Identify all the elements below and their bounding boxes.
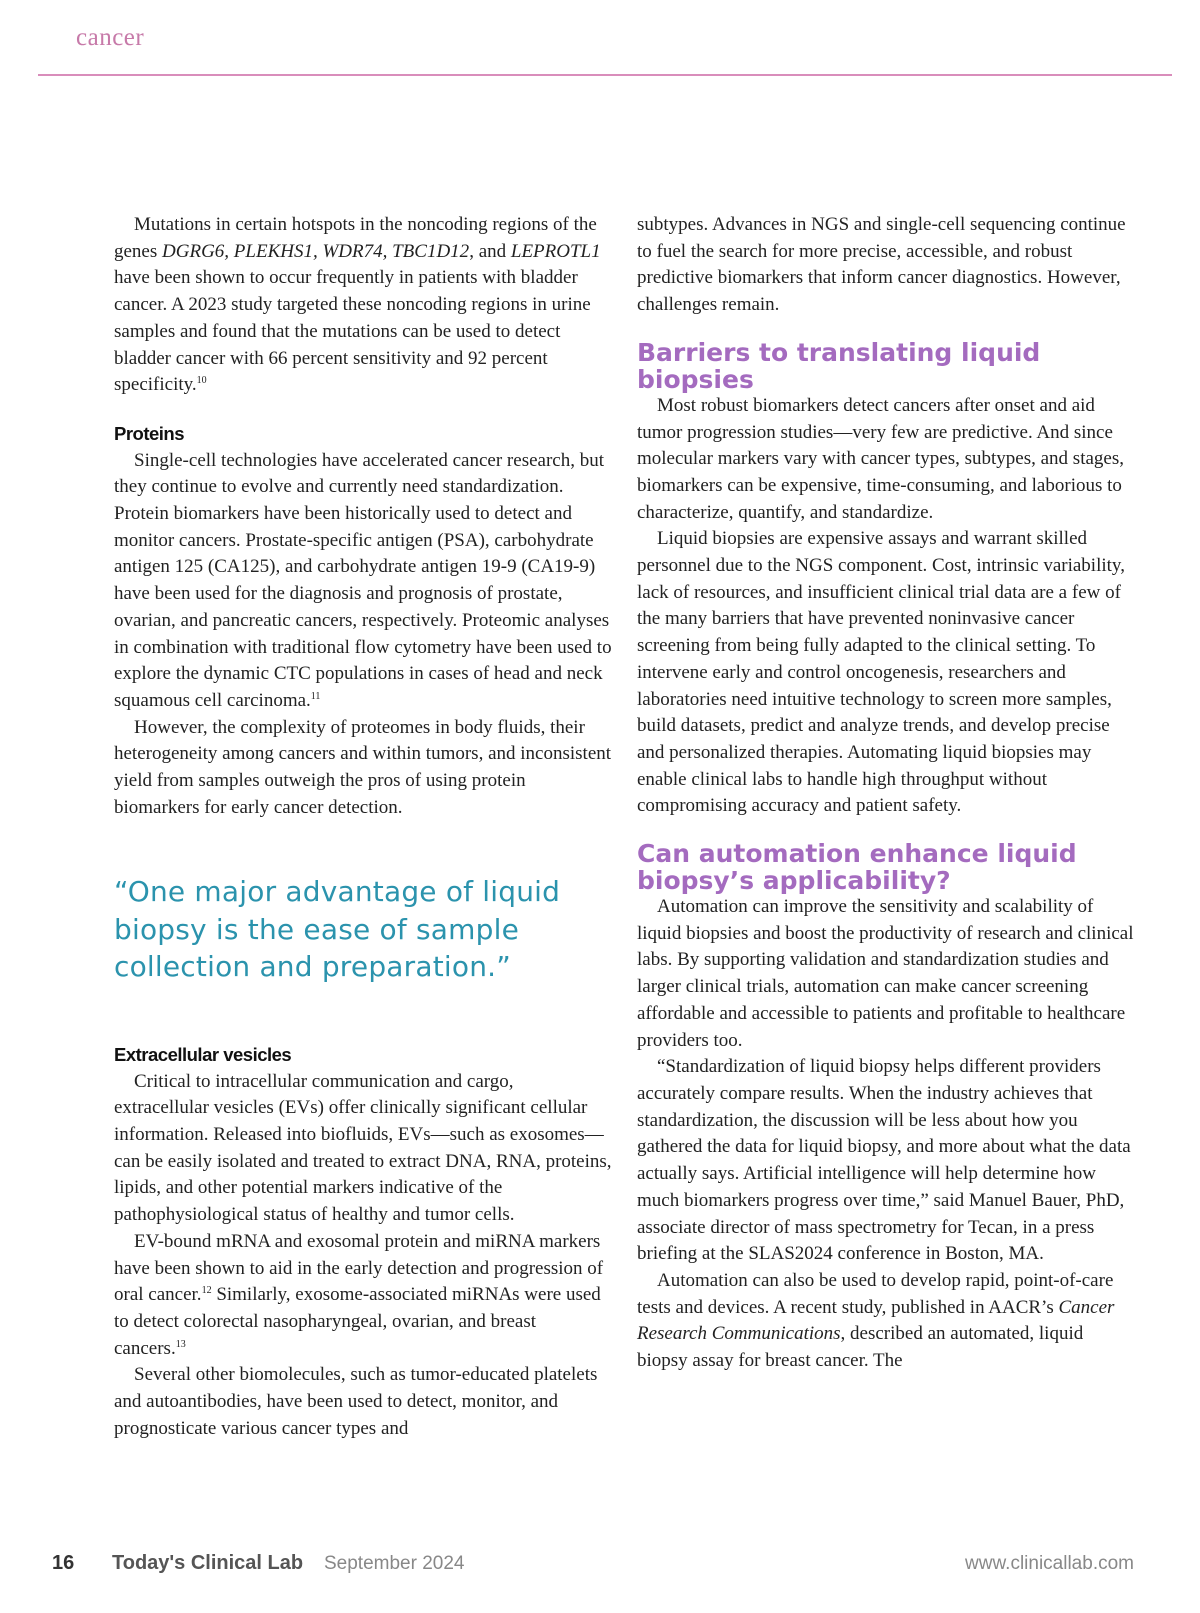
section-label: cancer <box>76 24 145 51</box>
paragraph-automation-benefits: Automation can improve the sensitivity and scalability of liquid biopsies and boost the productivity of research and clinical labs. By supporting validation and standardization studies and larger clinical trials, automation can make cancer screening affordable and accessible to patients and profitable to healthcare providers too. <box>637 896 1134 1051</box>
paragraph-other-biomolecules: Several other biomolecules, such as tumor-educated platelets and autoantibodies, have been used to detect, monitor, and prognosticate various cancer types and <box>114 1364 598 1439</box>
paragraph-point-of-care <box>637 1268 1137 1375</box>
text-run: Similarly, exosome-associated miRNAs were used to detect colorectal nasopharyngeal, ovarian, and breast cancers. <box>114 1284 601 1359</box>
text-run: EV-bound mRNA and exosomal protein and miRNA markers have been shown to aid in the early detection and progression of oral cancer. <box>114 1230 604 1306</box>
left-column <box>114 212 612 1443</box>
heading-automation: Can automation enhance liquid biopsy’s applicability? <box>637 839 1077 896</box>
reference-marker: 13 <box>175 1338 186 1350</box>
journal-name: Cancer Research Communications <box>637 1296 1115 1345</box>
paragraph-subtypes-continued: subtypes. Advances in NGS and single-cell sequencing continue to fuel the search for more precise, accessible, and robust predictive biomarkers that inform cancer diagnostics. However, challenges remain. <box>637 214 1126 316</box>
heading-extracellular-vesicles: Extracellular vesicles <box>114 1043 292 1065</box>
issue-date: September 2024 <box>324 1553 465 1574</box>
paragraph-ev-intro: Critical to intracellular communication and cargo, extracellular vesicles (EVs) offer clinically significant cellular information. Released into biofluids, EVs—such as exosomes—can be easily isolated and treated to extract DNA, RNA, proteins, lipids, and other potential markers indicative of the pathophysiological status of healthy and tumor cells. <box>114 1070 612 1226</box>
gene-names: DGRG6, PLEKHS1, WDR74, TBC1D12 <box>162 240 470 262</box>
reference-marker: 11 <box>310 690 321 702</box>
publication-name: Today's Clinical Lab <box>112 1552 304 1574</box>
page-footer <box>0 1552 1200 1582</box>
right-column <box>637 212 1137 1375</box>
paragraph-standardization-quote: “Standardization of liquid biopsy helps different providers accurately compare results. When the industry achieves that standardization, the discussion will be less about how you gathered the data for liquid biopsy, and more about what the data actually says. Artificial intelligence will help determine how much biomarkers progress over time,” said Manuel Bauer, PhD, associate director of mass spectrometry for Tecan, in a press briefing at the SLAS2024 conference in Boston, MA. <box>637 1056 1131 1265</box>
pull-quote: “One major advantage of liquid biopsy is the ease of sample collection and preparation.” <box>114 875 561 984</box>
page-number: 16 <box>52 1552 75 1574</box>
text-run: Automation can also be used to develop rapid, point-of-care tests and devices. A recent study, published in AACR’s <box>637 1269 1114 1318</box>
website-link[interactable]: www.clinicallab.com <box>965 1553 1134 1574</box>
paragraph-liquid-biopsy-costs: Liquid biopsies are expensive assays and warrant skilled personnel due to the NGS component. Cost, intrinsic variability, lack of resources, and insufficient clinical trial data are a few of the many barriers that have prevented noninvasive cancer screening from being fully adapted to the clinical setting. To intervene early and control oncogenesis, researchers and laboratories need intuitive technology to screen more samples, build datasets, predict and analyze trends, and develop precise and personalized therapies. Automating liquid biopsies may enable clinical labs to handle high throughput without compromising accuracy and patient safety. <box>637 528 1125 817</box>
text-run: , described an automated, liquid biopsy assay for breast cancer. The <box>637 1323 1084 1372</box>
text-run: Single-cell technologies have accelerated cancer research, but they continue to evolve and currently need standardization. Protein biomarkers have been historically used to detect and monitor cancers. Prostate-specific antigen (PSA), carbohydrate antigen 125 (CA125), and carbohydrate antigen 19-9 (CA19-9) have been used for the diagnosis and prognosis of prostate, ovarian, and pancreatic cancers, respectively. Proteomic analyses in combination with traditional flow cytometry have been used to explore the dynamic CTC populations in cases of head and neck squamous cell carcinoma. <box>114 449 612 711</box>
text-run: have been shown to occur frequently in patients with bladder cancer. A 2023 study targeted these noncoding regions in urine samples and found that the mutations can be used to detect bladder cancer with 66 percent sensitivity and 92 percent specificity. <box>114 267 591 396</box>
paragraph-ev-markers <box>114 1229 612 1363</box>
text-run: Mutations in certain hotspots in the noncoding regions of the genes <box>114 214 597 262</box>
paragraph-bladder-mutations <box>114 212 612 399</box>
paragraph-proteome-complexity: However, the complexity of proteomes in body fluids, their heterogeneity among cancers and within tumors, and inconsistent yield from samples outweigh the pros of using protein biomarkers for early cancer detection. <box>114 716 612 818</box>
heading-barriers: Barriers to translating liquid biopsies <box>637 337 1041 394</box>
paragraph-robust-biomarkers: Most robust biomarkers detect cancers after onset and aid tumor progression studies—very few are predictive. And since molecular markers vary with cancer types, subtypes, and stages, biomarkers can be expensive, time-consuming, and laborious to characterize, quantify, and standardize. <box>637 394 1124 523</box>
heading-proteins: Proteins <box>114 422 185 444</box>
gene-name: LEPROTL1 <box>510 240 601 262</box>
header-rule <box>38 74 1172 76</box>
reference-marker: 10 <box>196 375 207 387</box>
reference-marker: 12 <box>201 1285 212 1297</box>
text-run: , and <box>469 240 511 262</box>
paragraph-protein-biomarkers <box>114 448 612 715</box>
